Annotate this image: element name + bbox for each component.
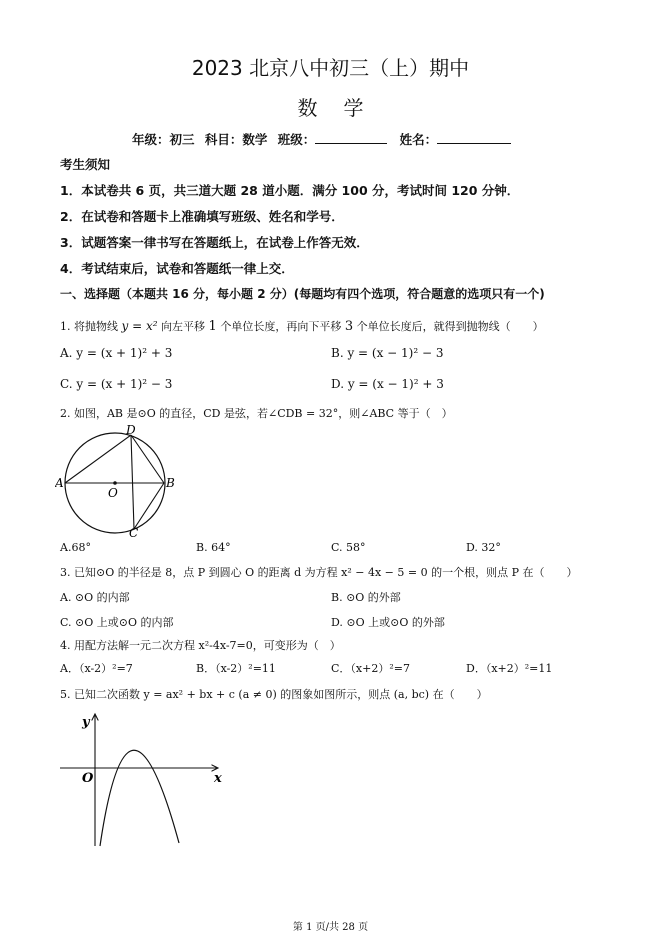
q4-option-c: C．（x+2）²=7: [331, 662, 410, 675]
q1-number: 3: [344, 319, 354, 334]
q2-option-c: C. 58°: [331, 541, 366, 554]
segment-ad: [65, 435, 131, 483]
q2-option-a: A.68°: [60, 541, 91, 554]
label-a: A: [55, 476, 64, 490]
q3-option-d: D. ⊙O 上或⊙O 的外部: [331, 616, 445, 629]
center-point: [113, 481, 117, 485]
subject-label: 科目：数学: [204, 132, 268, 147]
q4-option-b: B．（x-2）²=11: [196, 662, 276, 675]
q1-option-c: C. y = (x + 1)² − 3: [60, 377, 173, 391]
subject-title: 数学: [297, 96, 390, 120]
notice-item: 4．考试结束后，试卷和答题纸一律上交．: [60, 261, 294, 276]
question-4-stem: 4. 用配方法解一元二次方程 x²-4x-7=0，可变形为（ ）: [60, 639, 341, 652]
q1-stem-part: 个单位长度，再向下平移: [220, 320, 342, 333]
q3-option-c: C. ⊙O 上或⊙O 的内部: [60, 616, 174, 629]
q2-option-d: D. 32°: [466, 541, 501, 554]
q1-number: 1: [208, 319, 217, 334]
student-info-line: [132, 130, 511, 148]
q1-formula: y = x²: [121, 319, 158, 333]
section-heading: 一、选择题（本题共 16 分，每小题 2 分）(每题均有四个选项，符合题意的选项只有一个): [60, 287, 545, 301]
page-title: 2023 北京八中初三（上）期中: [191, 56, 470, 80]
page-footer: 第 1 页/共 28 页: [292, 922, 369, 933]
question-1-stem: [60, 318, 544, 334]
q1-option-b: B. y = (x − 1)² − 3: [331, 346, 444, 360]
name-label: 姓名：: [399, 132, 438, 147]
notice-item: 1．本试卷共 6 页，共三道大题 28 道小题．满分 100 分，考试时间 120 分钟．: [60, 183, 520, 198]
q4-option-a: A．（x-2）²=7: [60, 662, 133, 675]
label-b: B: [166, 476, 175, 490]
chord-cd: [131, 435, 134, 529]
grade-label: 年级：初三: [132, 132, 195, 147]
class-blank: [315, 131, 387, 144]
label-d: D: [126, 425, 136, 437]
parabola-curve: [100, 750, 179, 846]
parabola-graph: [58, 708, 233, 848]
q3-option-a: A. ⊙O 的内部: [60, 591, 130, 604]
question-5-stem: 5. 已知二次函数 y = ax² + bx + c (a ≠ 0) 的图象如图所示，则点 (a, bc) 在（ ）: [60, 688, 488, 701]
label-o: O: [108, 486, 118, 500]
label-y: y: [82, 715, 90, 730]
notice-item: 2．在试卷和答题卡上准确填写班级、姓名和学号．: [60, 209, 344, 224]
q4-option-d: D．（x+2）²=11: [466, 662, 553, 675]
label-x: x: [214, 771, 222, 786]
q1-stem-part: 向左平移: [161, 320, 206, 333]
q1-stem-part: 1. 将抛物线: [60, 320, 118, 333]
notice-item: 3．试题答案一律书写在答题纸上，在试卷上作答无效．: [60, 235, 369, 250]
q3-option-b: B. ⊙O 的外部: [331, 591, 401, 604]
q2-option-b: B. 64°: [196, 541, 231, 554]
question-3-stem: 3. 已知⊙O 的半径是 8，点 P 到圆心 O 的距离 d 为方程 x² − 4x − 5 = 0 的一个根，则点 P 在（ ）: [60, 566, 578, 579]
name-blank: [437, 131, 511, 144]
q1-option-d: D. y = (x − 1)² + 3: [331, 377, 444, 391]
q1-option-a: A. y = (x + 1)² + 3: [60, 346, 173, 360]
circle-diagram: [55, 425, 185, 540]
q1-stem-part: 个单位长度后，就得到抛物线（ ）: [356, 320, 544, 333]
notice-heading: 考生须知: [60, 157, 111, 172]
question-2-stem: 2. 如图，AB 是⊙O 的直径，CD 是弦，若∠CDB = 32°，则∠ABC 等于（ ）: [60, 407, 453, 420]
label-origin: O: [82, 771, 94, 786]
label-c: C: [129, 526, 139, 540]
class-label: 班级：: [277, 132, 316, 147]
